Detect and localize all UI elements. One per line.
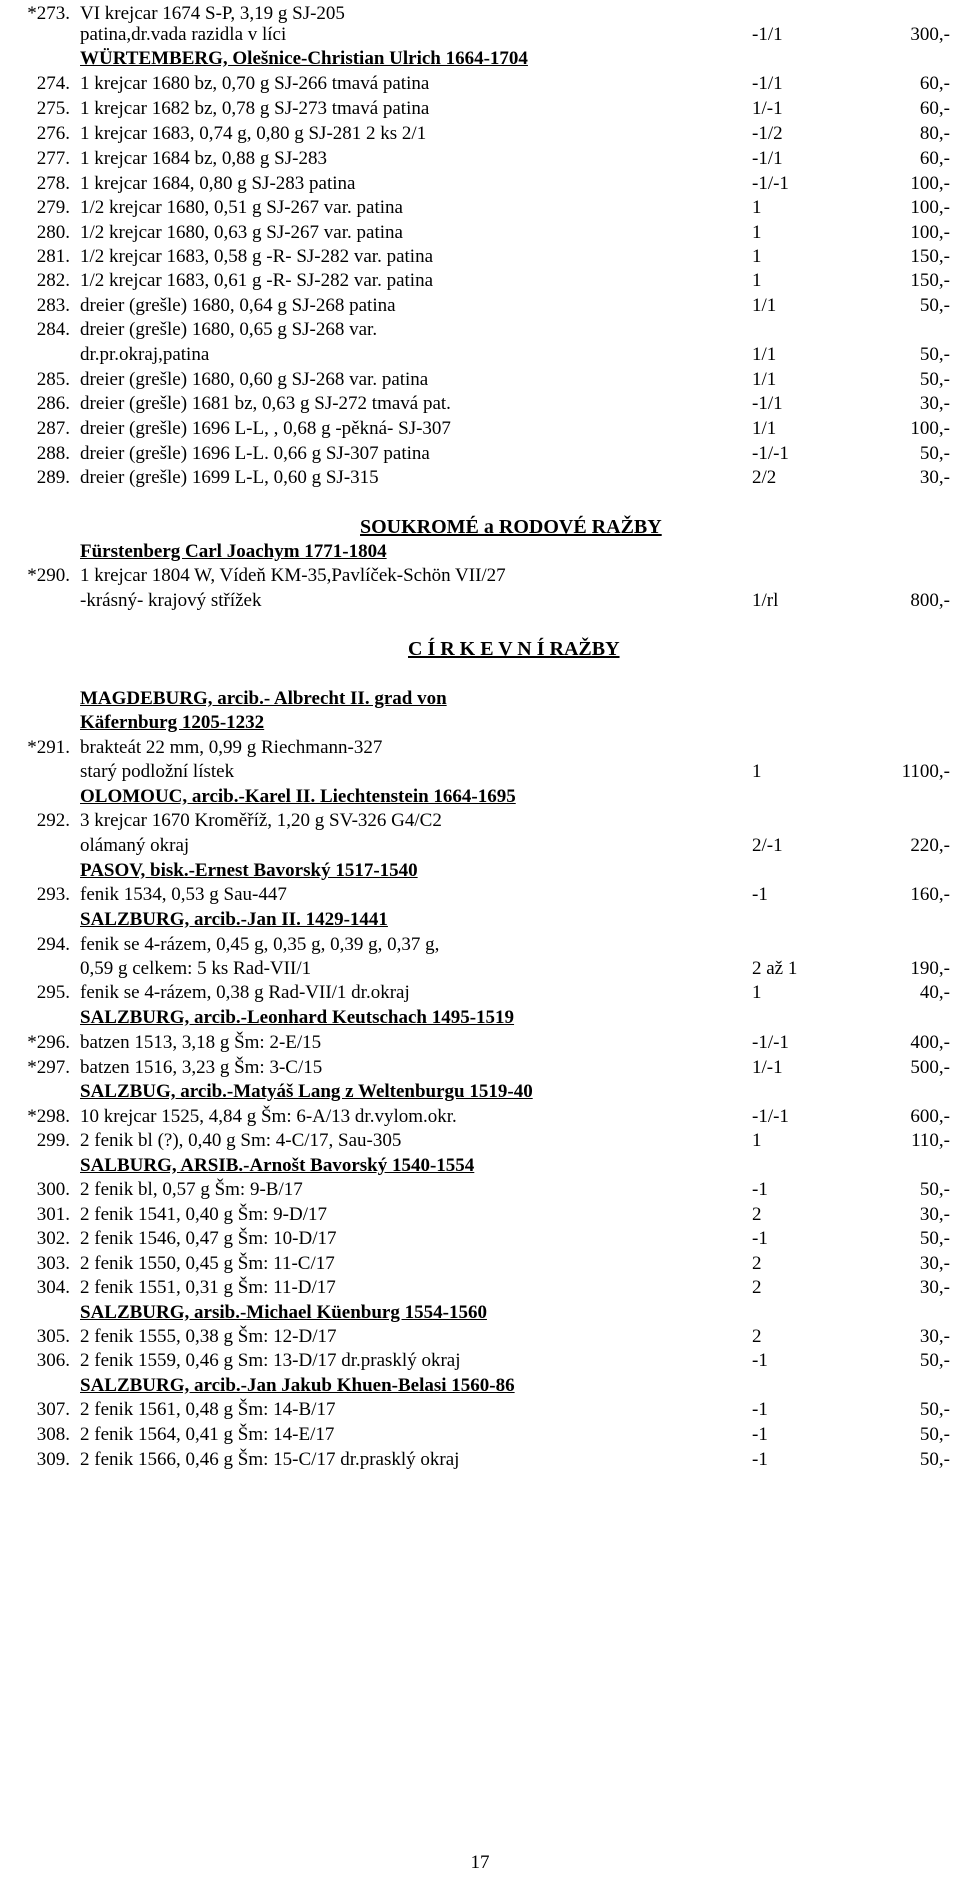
lot-number: 274. [36,73,70,94]
lot-grade: 1/-1 [752,98,783,119]
catalog-entry [0,120,960,148]
lot-description: dreier (grešle) 1699 L-L, 0,60 g SJ-315 [80,467,379,488]
lot-grade: 2 až 1 [752,958,798,979]
lot-description: batzen 1516, 3,23 g Šm: 3-C/15 [80,1057,323,1078]
lot-price: 50,- [919,443,950,464]
lot-grade: 1 [752,197,762,218]
lot-description: starý podložní lístek [80,761,235,782]
lot-price: 60,- [919,73,950,94]
ruler-heading [0,709,960,737]
section-title: C Í R K E V N Í RAŽBY [408,638,620,660]
lot-number: 286. [36,393,70,414]
lot-description: 1/2 krejcar 1680, 0,51 g SJ-267 var. patina [80,197,403,218]
lot-grade: 1/1 [752,344,777,365]
lot-description: dreier (grešle) 1680, 0,64 g SJ-268 patina [80,295,396,316]
section-heading [0,513,960,541]
lot-number: 288. [36,443,70,464]
lot-grade: 2 [752,1204,762,1225]
ruler-title: SALZBURG, arcib.-Leonhard Keutschach 1495-1519 [80,1007,515,1028]
lot-price: 110,- [911,1130,950,1151]
lot-number: 279. [36,197,70,218]
lot-description: 2 fenik 1564, 0,41 g Šm: 14-E/17 [80,1424,335,1445]
lot-price: 100,- [910,173,950,194]
lot-description: 1 krejcar 1683, 0,74 g, 0,80 g SJ-281 2 ks 2/1 [80,123,427,144]
catalog-entry [0,1274,960,1302]
lot-price: 160,- [910,884,950,905]
lot-price: 100,- [910,222,950,243]
lot-number: *297. [27,1057,70,1078]
lot-grade: 2/-1 [752,835,783,856]
lot-grade: -1/1 [752,393,783,414]
lot-number: 300. [36,1179,70,1200]
lot-number: 293. [36,884,70,905]
ruler-title: SALBURG, ARSIB.-Arnošt Bavorský 1540-1554 [80,1155,475,1176]
lot-price: 60,- [919,98,950,119]
lot-grade: 1 [752,222,762,243]
ruler-heading [0,1004,960,1032]
lot-grade: -1/1 [752,73,783,94]
lot-grade: -1/2 [752,123,783,144]
lot-description: 2 fenik 1559, 0,46 g Sm: 13-D/17 dr.prasklý okraj [80,1350,461,1371]
lot-number: 301. [36,1204,70,1225]
lot-description: dreier (grešle) 1681 bz, 0,63 g SJ-272 tmavá pat. [80,393,451,414]
lot-grade: 1 [752,761,762,782]
catalog-entry [0,95,960,123]
lot-description: 2 fenik bl (?), 0,40 g Sm: 4-C/17, Sau-305 [80,1130,402,1151]
lot-price: 400,- [910,1032,950,1053]
section-heading [0,635,960,663]
page-number: 17 [470,1852,490,1873]
lot-description: 1 krejcar 1684, 0,80 g SJ-283 patina [80,173,356,194]
lot-price: 30,- [919,1277,950,1298]
lot-grade: -1/-1 [752,173,789,194]
ruler-title: PASOV, bisk.-Ernest Bavorský 1517-1540 [80,860,418,881]
catalog-entry [0,145,960,173]
lot-grade: 1/-1 [752,1057,783,1078]
lot-description: batzen 1513, 3,18 g Šm: 2-E/15 [80,1032,322,1053]
lot-price: 50,- [919,1179,950,1200]
catalog-entry [0,316,960,344]
catalog-entry [0,390,960,418]
lot-grade: 1 [752,1130,762,1151]
lot-price: 300,- [910,24,950,45]
catalog-entry [0,464,960,492]
lot-grade: 1/rl [752,590,779,611]
lot-number: 281. [36,246,70,267]
catalog-entry [0,758,960,786]
lot-number: 275. [36,98,70,119]
lot-description: 1/2 krejcar 1680, 0,63 g SJ-267 var. patina [80,222,403,243]
catalog-entry [0,341,960,369]
lot-grade: -1/1 [752,148,783,169]
lot-number: 287. [36,418,70,439]
lot-grade: 1 [752,982,762,1003]
lot-price: 100,- [910,418,950,439]
catalog-entry [0,415,960,443]
lot-price: 30,- [919,1204,950,1225]
lot-grade: -1 [752,1228,768,1249]
lot-price: 50,- [919,1399,950,1420]
lot-number: *291. [27,737,70,758]
ruler-title: Fürstenberg Carl Joachym 1771-1804 [80,541,387,562]
catalog-entry [0,1127,960,1155]
lot-description: -krásný- krajový střížek [80,590,262,611]
catalog-entry [0,587,960,615]
catalog-entry [0,832,960,860]
ruler-title: SALZBURG, arsib.-Michael Küenburg 1554-1560 [80,1302,487,1323]
lot-description: 2 fenik 1551, 0,31 g Šm: 11-D/17 [80,1277,336,1298]
catalog-entry [0,1396,960,1424]
lot-grade: -1 [752,884,768,905]
lot-price: 30,- [919,393,950,414]
lot-grade: -1/-1 [752,1032,789,1053]
catalog-entry [0,881,960,909]
lot-description: 1/2 krejcar 1683, 0,58 g -R- SJ-282 var. patina [80,246,434,267]
lot-number: *273. [27,3,70,24]
catalog-entry [0,562,960,590]
catalog-entry [0,267,960,295]
lot-number: 302. [36,1228,70,1249]
lot-number: 292. [36,810,70,831]
lot-description: 1 krejcar 1680 bz, 0,70 g SJ-266 tmavá patina [80,73,430,94]
lot-description: 1 krejcar 1804 W, Vídeň KM-35,Pavlíček-Schön VII/27 [80,565,506,586]
lot-description: 1/2 krejcar 1683, 0,61 g -R- SJ-282 var. patina [80,270,434,291]
catalog-entry [0,1347,960,1375]
ruler-heading [0,906,960,934]
lot-number: 278. [36,173,70,194]
lot-description: fenik se 4-rázem, 0,38 g Rad-VII/1 dr.okraj [80,982,410,1003]
lot-grade: 1/1 [752,369,777,390]
lot-description: 0,59 g celkem: 5 ks Rad-VII/1 [80,958,312,979]
lot-grade: 1 [752,270,762,291]
section-title: SOUKROMÉ a RODOVÉ RAŽBY [360,516,662,538]
lot-grade: 2 [752,1326,762,1347]
lot-price: 50,- [919,1228,950,1249]
lot-grade: -1/1 [752,24,783,45]
lot-grade: 2 [752,1277,762,1298]
lot-number: 299. [36,1130,70,1151]
lot-grade: -1/-1 [752,1106,789,1127]
lot-grade: -1 [752,1350,768,1371]
lot-price: 50,- [919,1424,950,1445]
lot-price: 30,- [919,1253,950,1274]
lot-description: 2 fenik 1550, 0,45 g Šm: 11-C/17 [80,1253,335,1274]
lot-grade: 1/1 [752,418,777,439]
lot-price: 150,- [910,270,950,291]
lot-description: fenik se 4-rázem, 0,45 g, 0,35 g, 0,39 g, 0,37 g, [80,934,440,955]
lot-description: fenik 1534, 0,53 g Sau-447 [80,884,287,905]
lot-description: 2 fenik 1541, 0,40 g Šm: 9-D/17 [80,1204,327,1225]
ruler-title: SALZBURG, arcib.-Jan II. 1429-1441 [80,909,388,930]
ruler-heading [0,1078,960,1106]
lot-description: 2 fenik 1546, 0,47 g Šm: 10-D/17 [80,1228,337,1249]
lot-number: 304. [36,1277,70,1298]
lot-price: 1100,- [901,761,950,782]
catalog-entry [0,979,960,1007]
lot-grade: 1/1 [752,295,777,316]
catalog-entry [0,807,960,835]
lot-price: 50,- [919,1449,950,1470]
lot-price: 800,- [910,590,950,611]
lot-number: 295. [36,982,70,1003]
lot-price: 50,- [919,1350,950,1371]
catalog-entry [0,194,960,222]
lot-description: dreier (grešle) 1696 L-L. 0,66 g SJ-307 patina [80,443,430,464]
lot-price: 50,- [919,369,950,390]
ruler-title: SALZBURG, arcib.-Jan Jakub Khuen-Belasi 1560-86 [80,1375,515,1396]
lot-price: 190,- [910,958,950,979]
ruler-title: MAGDEBURG, arcib.- Albrecht II. grad von [80,688,447,709]
lot-grade: 1 [752,246,762,267]
lot-description: olámaný okraj [80,835,190,856]
lot-description: patina,dr.vada razidla v líci [80,24,287,45]
lot-number: 277. [36,148,70,169]
lot-price: 40,- [919,982,950,1003]
lot-description: 1 krejcar 1684 bz, 0,88 g SJ-283 [80,148,327,169]
lot-description: brakteát 22 mm, 0,99 g Riechmann-327 [80,737,383,758]
lot-grade: -1 [752,1179,768,1200]
catalog-entry [0,1176,960,1204]
lot-number: 289. [36,467,70,488]
lot-number: 294. [36,934,70,955]
lot-number: 307. [36,1399,70,1420]
lot-number: *290. [27,565,70,586]
catalog-entry [0,1446,960,1474]
catalog-entry [0,1225,960,1253]
ruler-title: Käfernburg 1205-1232 [80,712,265,733]
lot-grade: 2 [752,1253,762,1274]
lot-number: 283. [36,295,70,316]
lot-number: 280. [36,222,70,243]
lot-price: 50,- [919,295,950,316]
lot-price: 30,- [919,1326,950,1347]
lot-price: 100,- [910,197,950,218]
ruler-title: WÜRTEMBERG, Olešnice-Christian Ulrich 1664-1704 [80,48,528,69]
lot-number: 303. [36,1253,70,1274]
lot-description: VI krejcar 1674 S-P, 3,19 g SJ-205 [80,3,345,24]
lot-price: 600,- [910,1106,950,1127]
catalog-entry [0,1421,960,1449]
catalog-entry [0,1029,960,1057]
catalog-entry [0,70,960,98]
lot-price: 30,- [919,467,950,488]
lot-description: 3 krejcar 1670 Kroměříž, 1,20 g SV-326 G4/C2 [80,810,442,831]
ruler-heading [0,45,960,73]
lot-number: 305. [36,1326,70,1347]
lot-number: 284. [36,319,70,340]
lot-description: dr.pr.okraj,patina [80,344,210,365]
lot-number: 306. [36,1350,70,1371]
lot-price: 500,- [910,1057,950,1078]
lot-number: 309. [36,1449,70,1470]
lot-grade: -1 [752,1424,768,1445]
lot-description: 1 krejcar 1682 bz, 0,78 g SJ-273 tmavá patina [80,98,430,119]
lot-price: 220,- [910,835,950,856]
lot-description: 2 fenik bl, 0,57 g Šm: 9-B/17 [80,1179,303,1200]
lot-number: *298. [27,1106,70,1127]
lot-description: dreier (grešle) 1680, 0,65 g SJ-268 var. [80,319,378,340]
lot-description: dreier (grešle) 1696 L-L, , 0,68 g -pěkná- SJ-307 [80,418,451,439]
lot-number: 276. [36,123,70,144]
lot-number: *296. [27,1032,70,1053]
lot-description: dreier (grešle) 1680, 0,60 g SJ-268 var. patina [80,369,429,390]
lot-grade: 2/2 [752,467,777,488]
lot-grade: -1/-1 [752,443,789,464]
lot-price: 150,- [910,246,950,267]
ruler-title: SALZBUG, arcib.-Matyáš Lang z Weltenburgu 1519-40 [80,1081,533,1102]
lot-price: 80,- [919,123,950,144]
lot-number: 308. [36,1424,70,1445]
lot-price: 50,- [919,344,950,365]
lot-description: 2 fenik 1561, 0,48 g Šm: 14-B/17 [80,1399,336,1420]
lot-number: 282. [36,270,70,291]
ruler-title: OLOMOUC, arcib.-Karel II. Liechtenstein 1664-1695 [80,786,516,807]
lot-description: 2 fenik 1566, 0,46 g Šm: 15-C/17 dr.prasklý okraj [80,1449,460,1470]
lot-number: 285. [36,369,70,390]
lot-description: 2 fenik 1555, 0,38 g Šm: 12-D/17 [80,1326,337,1347]
lot-grade: -1 [752,1399,768,1420]
lot-grade: -1 [752,1449,768,1470]
lot-price: 60,- [919,148,950,169]
lot-description: 10 krejcar 1525, 4,84 g Šm: 6-A/13 dr.vylom.okr. [80,1106,457,1127]
